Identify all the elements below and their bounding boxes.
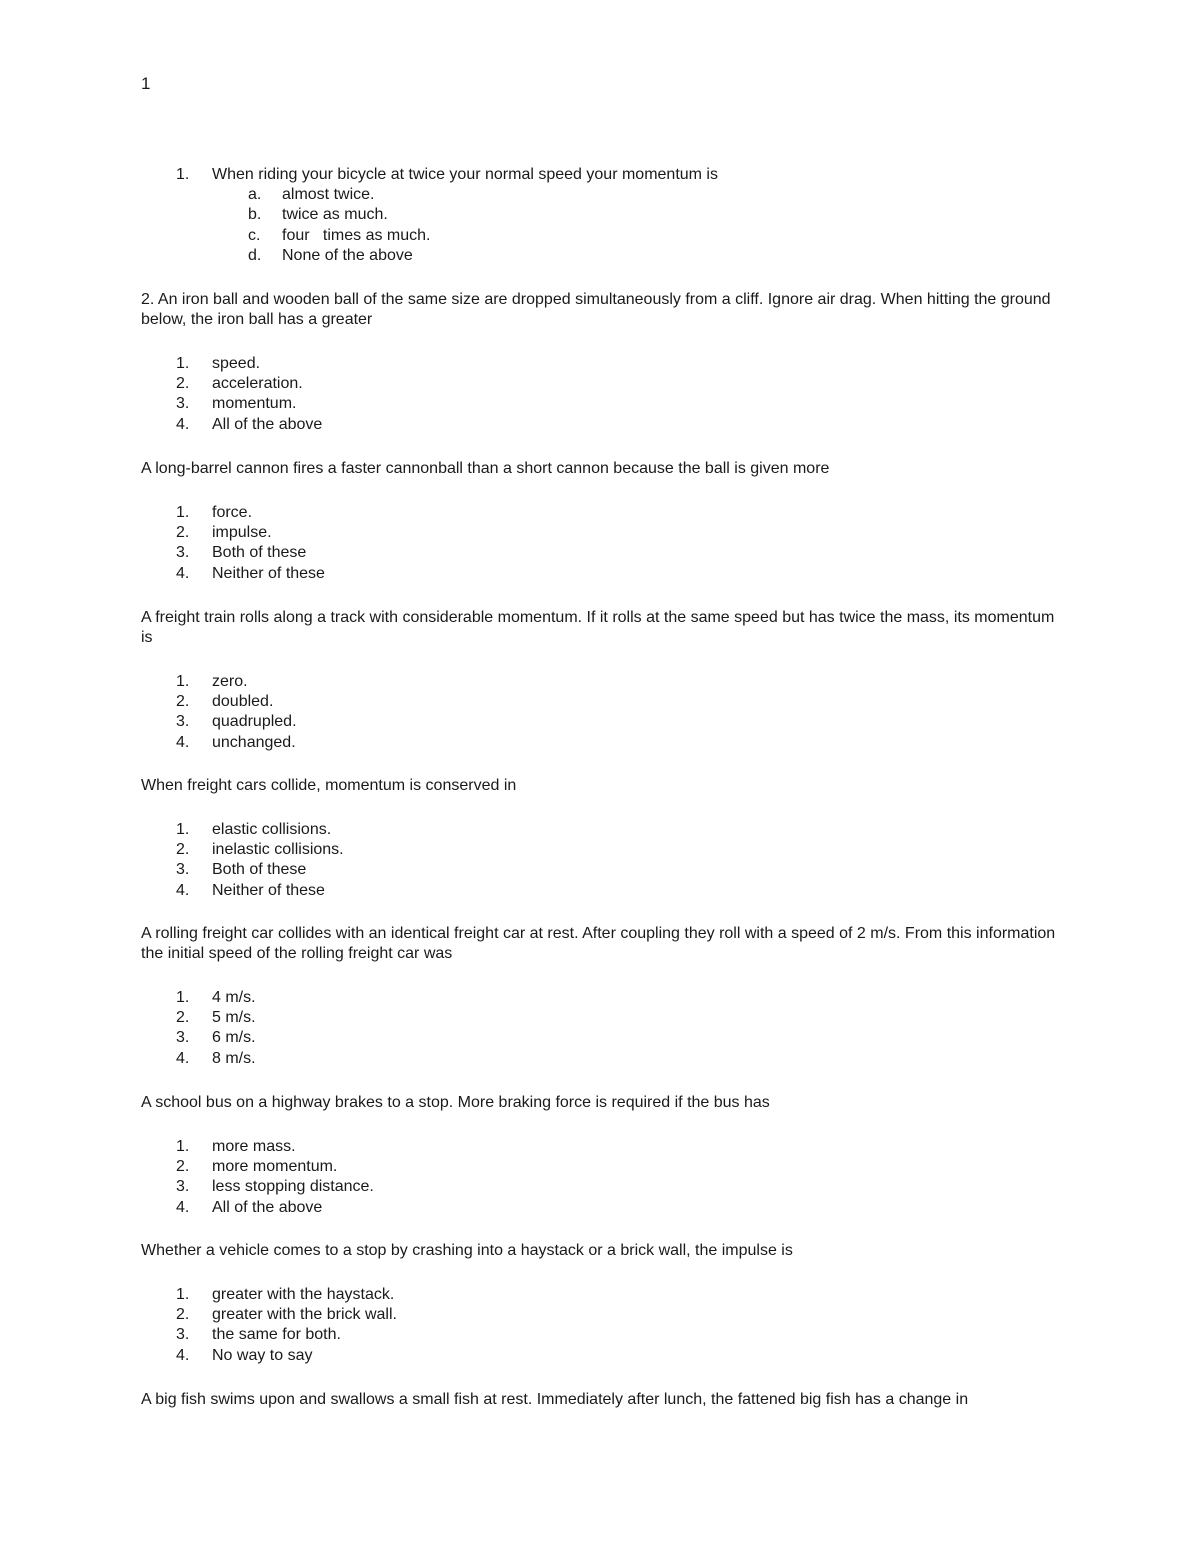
option-text: All of the above <box>212 1198 323 1216</box>
option-item <box>141 1177 1061 1197</box>
option-number: 4. <box>176 1346 190 1364</box>
option-text: the same for both. <box>212 1326 341 1344</box>
option-item <box>141 394 1061 414</box>
option-number: 3. <box>176 1326 190 1344</box>
option-number: 1. <box>176 989 190 1006</box>
option-item <box>141 733 1061 753</box>
question-stem: When freight cars collide, momentum is conserved in <box>141 777 517 794</box>
option-item <box>141 354 1061 374</box>
option-text: Neither of these <box>212 881 325 899</box>
question-stem: A freight train rolls along a track with considerable momentum. If it rolls at the same speed but has twice the mass, its momentum is <box>141 609 1055 646</box>
question-options <box>141 820 1061 901</box>
option-text: All of the above <box>212 415 323 433</box>
option-text: greater with the brick wall. <box>212 1306 397 1324</box>
option-item <box>141 543 1061 563</box>
question-1-options <box>0 185 1200 267</box>
option-text: inelastic collisions. <box>212 841 344 859</box>
question-1-stem <box>0 165 1200 185</box>
question-1-text: When riding your bicycle at twice your normal speed your momentum is <box>212 166 718 183</box>
option-number: 1. <box>176 1286 190 1303</box>
option-item <box>141 374 1061 394</box>
option-number: 2. <box>176 841 190 859</box>
option-number: 3. <box>176 713 190 731</box>
option-number: 4. <box>176 415 190 433</box>
option-number: 2. <box>176 693 190 711</box>
option-number: 4. <box>176 881 190 899</box>
option-item <box>141 672 1061 692</box>
option-text: No way to say <box>212 1346 313 1364</box>
option-text: Both of these <box>212 861 307 879</box>
option-number: 4. <box>176 733 190 751</box>
option-item <box>141 1198 1061 1218</box>
option-item <box>141 712 1061 732</box>
question-options <box>141 503 1061 584</box>
option-text: zero. <box>212 673 248 690</box>
page-number: 1 <box>141 74 151 93</box>
question-options <box>141 354 1061 435</box>
option-item <box>141 1137 1061 1157</box>
option-text: unchanged. <box>212 733 296 751</box>
question-options <box>141 1137 1061 1218</box>
option-item <box>141 881 1061 901</box>
option-text: acceleration. <box>212 375 303 393</box>
option-item <box>0 226 1200 246</box>
option-letter: b. <box>248 206 262 224</box>
option-item <box>141 1346 1061 1366</box>
option-number: 2. <box>176 1158 190 1176</box>
option-item <box>141 1325 1061 1345</box>
option-number: 2. <box>176 1009 190 1027</box>
option-text: Neither of these <box>212 564 325 582</box>
option-number: 3. <box>176 1178 190 1196</box>
option-text: quadrupled. <box>212 713 297 731</box>
option-text: force. <box>212 504 253 521</box>
option-text: four times as much. <box>282 226 431 244</box>
question-stem: A long-barrel cannon fires a faster cannonball than a short cannon because the ball is given more <box>141 460 830 477</box>
option-number: 1. <box>176 504 190 521</box>
option-number: 3. <box>176 395 190 413</box>
option-number: 3. <box>176 544 190 562</box>
option-text: greater with the haystack. <box>212 1286 395 1303</box>
option-number: 1. <box>176 355 190 372</box>
question-6 <box>141 924 1061 1069</box>
question-stem: 2. An iron ball and wooden ball of the same size are dropped simultaneously from a cliff. Ignore air drag. When hitting the ground below, the iron ball has a greater <box>141 291 1051 328</box>
option-item <box>141 860 1061 880</box>
option-text: Both of these <box>212 544 307 562</box>
option-item <box>0 185 1200 205</box>
option-item <box>141 523 1061 543</box>
question-stem: Whether a vehicle comes to a stop by crashing into a haystack or a brick wall, the impulse is <box>141 1242 793 1259</box>
option-number: 3. <box>176 1029 190 1047</box>
option-item <box>141 415 1061 435</box>
option-number: 1. <box>176 1138 190 1155</box>
option-item <box>141 692 1061 712</box>
option-text: less stopping distance. <box>212 1178 374 1196</box>
question-9 <box>141 1390 1061 1410</box>
option-item <box>141 503 1061 523</box>
option-text: 5 m/s. <box>212 1009 256 1027</box>
option-number: 4. <box>176 564 190 582</box>
option-text: more mass. <box>212 1138 296 1155</box>
option-item <box>141 564 1061 584</box>
question-stem: A big fish swims upon and swallows a small fish at rest. Immediately after lunch, the fattened big fish has a change in <box>141 1391 969 1408</box>
option-item <box>141 820 1061 840</box>
option-item <box>0 246 1200 266</box>
option-item <box>141 1028 1061 1048</box>
option-item <box>141 1157 1061 1177</box>
option-number: 1. <box>176 821 190 838</box>
option-number: 2. <box>176 375 190 393</box>
option-item <box>0 205 1200 225</box>
question-1 <box>0 165 1200 267</box>
option-text: 4 m/s. <box>212 989 256 1006</box>
option-number: 3. <box>176 861 190 879</box>
option-item <box>141 1049 1061 1069</box>
option-number: 2. <box>176 1306 190 1324</box>
option-text: None of the above <box>282 247 413 265</box>
option-number: 4. <box>176 1049 190 1067</box>
option-letter: a. <box>248 186 262 203</box>
option-text: more momentum. <box>212 1158 338 1176</box>
option-item <box>141 840 1061 860</box>
option-number: 4. <box>176 1198 190 1216</box>
option-text: 8 m/s. <box>212 1049 256 1067</box>
option-text: twice as much. <box>282 206 388 224</box>
option-text: impulse. <box>212 524 272 542</box>
option-text: speed. <box>212 355 261 372</box>
question-8 <box>141 1241 1061 1366</box>
option-number: 1. <box>176 673 190 690</box>
option-item <box>141 988 1061 1008</box>
question-5 <box>141 776 1061 901</box>
question-options <box>141 1285 1061 1366</box>
question-3 <box>141 459 1061 584</box>
option-text: doubled. <box>212 693 274 711</box>
question-7 <box>141 1093 1061 1218</box>
question-options <box>141 988 1061 1069</box>
question-options <box>141 672 1061 753</box>
option-item <box>141 1008 1061 1028</box>
option-number: 2. <box>176 524 190 542</box>
option-text: momentum. <box>212 395 297 413</box>
question-1-number: 1. <box>176 166 190 183</box>
option-text: almost twice. <box>282 186 375 203</box>
question-stem: A school bus on a highway brakes to a stop. More braking force is required if the bus has <box>141 1094 770 1111</box>
option-text: elastic collisions. <box>212 821 332 838</box>
question-2 <box>141 290 1061 435</box>
option-item <box>141 1285 1061 1305</box>
option-letter: c. <box>248 226 261 244</box>
question-stem: A rolling freight car collides with an identical freight car at rest. After coupling they roll with a speed of 2 m/s. From this information the initial speed of the rolling freight car was <box>141 925 1056 962</box>
option-letter: d. <box>248 247 262 265</box>
option-text: 6 m/s. <box>212 1029 256 1047</box>
question-4 <box>141 608 1061 753</box>
option-item <box>141 1305 1061 1325</box>
